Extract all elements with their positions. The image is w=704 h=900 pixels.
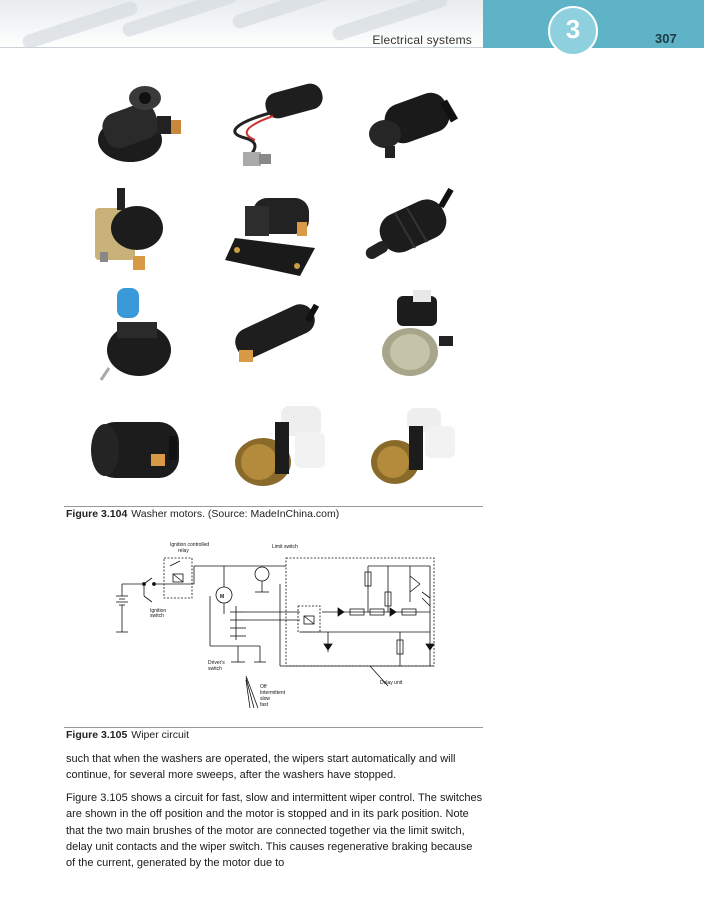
washer-motor-photo-9 bbox=[355, 286, 485, 396]
switch-position-fast: fast bbox=[260, 702, 269, 708]
body-paragraph-1: such that when the washers are operated, the wipers start automatically and will continue, for several more sweeps, after the washers have stopped. bbox=[66, 753, 456, 782]
chapter-number: 3 bbox=[565, 14, 581, 44]
wiper-circuit-diagram bbox=[100, 536, 445, 714]
relay-label-line1: Ignition controlled bbox=[170, 542, 210, 548]
drivers-switch-label-line1: Driver's bbox=[208, 660, 225, 666]
switch-position-off: Off bbox=[260, 684, 267, 690]
figure-104-caption bbox=[66, 508, 339, 520]
body-paragraph-2: Figure 3.105 shows a circuit for fast, slow and intermittent wiper control. The switches are shown in the off position and the motor is stopped and in its park position. Note that the two main brushes of the motor are connected together via the limit switch, delay unit contacts and the wiper switch. This causes regenerative braking because of the current, generated by the motor due to bbox=[66, 791, 483, 870]
washer-motor-photo-10 bbox=[75, 396, 205, 506]
figure-105-label: Figure 3.105 bbox=[66, 729, 128, 741]
washer-motor-photo-8 bbox=[215, 286, 345, 396]
motor-label: M bbox=[220, 594, 225, 600]
running-title: Electrical systems bbox=[372, 33, 472, 47]
washer-motor-photo-5 bbox=[215, 178, 345, 288]
switch-position-intermittent: Intermittent bbox=[260, 690, 286, 696]
relay-label-line2: relay bbox=[178, 548, 189, 554]
figure-105-rule bbox=[64, 727, 483, 728]
ignition-switch-label-line1: Ignition bbox=[150, 608, 167, 614]
header-rule bbox=[0, 47, 483, 48]
drivers-switch-label-line2: switch bbox=[208, 666, 222, 672]
figure-104-caption-text: Washer motors. (Source: MadeInChina.com) bbox=[131, 508, 340, 520]
delay-unit-label: Delay unit bbox=[380, 680, 403, 686]
figure-105-caption bbox=[66, 729, 189, 741]
switch-position-slow: slow bbox=[260, 696, 271, 702]
washer-motor-photo-3 bbox=[355, 68, 485, 178]
figure-105-caption-text: Wiper circuit bbox=[131, 729, 190, 741]
washer-motor-photo-6 bbox=[355, 178, 485, 288]
washer-motor-photo-2 bbox=[215, 68, 345, 178]
limit-switch-label: Limit switch bbox=[272, 544, 298, 550]
washer-motor-photo-12 bbox=[355, 396, 485, 506]
chapter-badge bbox=[548, 6, 598, 56]
ignition-switch-label-line2: switch bbox=[150, 613, 164, 619]
washer-motor-photo-1 bbox=[75, 68, 205, 178]
page-number: 307 bbox=[655, 31, 677, 46]
washer-motor-photo-11 bbox=[215, 396, 345, 506]
figure-104-rule bbox=[64, 506, 483, 507]
body-text bbox=[66, 751, 484, 878]
washer-motor-photo-4 bbox=[75, 178, 205, 288]
washer-motor-photo-7 bbox=[75, 286, 205, 396]
figure-104-label: Figure 3.104 bbox=[66, 508, 128, 520]
